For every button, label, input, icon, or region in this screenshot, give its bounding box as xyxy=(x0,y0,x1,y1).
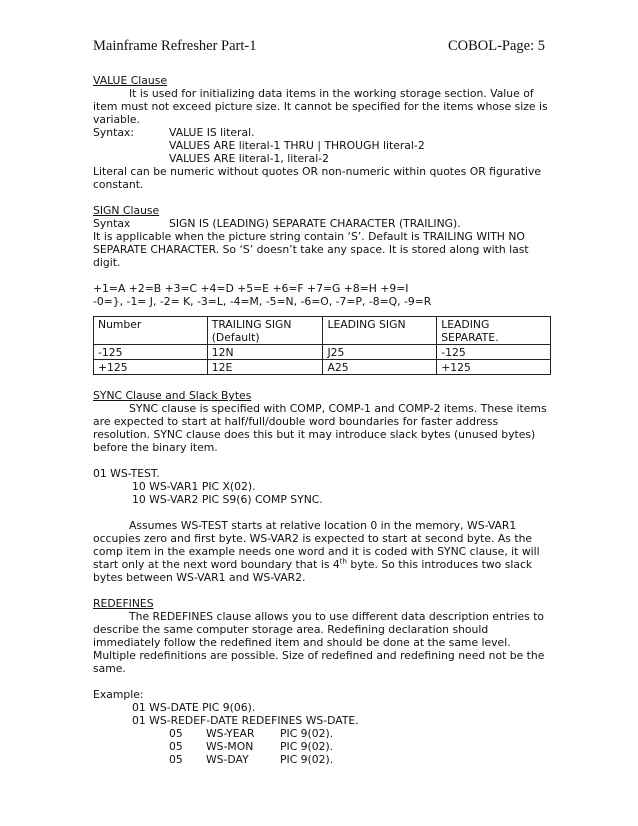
table-cell: +125 xyxy=(94,360,208,375)
value-syntax-text-1: VALUE IS literal. xyxy=(169,126,255,139)
sign-syntax-text: SIGN IS (LEADING) SEPARATE CHARACTER (TRAILING). xyxy=(169,217,461,230)
sync-code-line-2: 10 WS-VAR1 PIC X(02). xyxy=(132,480,256,493)
redefines-example-label: Example: xyxy=(93,688,144,701)
table-cell: -125 xyxy=(94,345,208,360)
field-pic: PIC 9(02). xyxy=(280,740,334,753)
table-cell: J25 xyxy=(323,345,437,360)
table-row xyxy=(94,345,551,360)
field-name: WS-MON xyxy=(206,740,254,753)
redefines-code-line-1: 01 WS-DATE PIC 9(06). xyxy=(132,701,256,714)
field-name: WS-YEAR xyxy=(206,727,255,740)
sign-syntax-line xyxy=(93,217,553,230)
redefines-description: The REDEFINES clause allows you to use different data description entries to describe the same computer storage area. Redefining declaration should immediately follow the redefined item and should be done at the same level. Multiple redefinitions are possible. Size of redefined and redefining need not be the same. xyxy=(93,610,545,675)
field-pic: PIC 9(02). xyxy=(280,753,334,766)
page-content xyxy=(93,74,553,766)
table-header-cell: TRAILING SIGN (Default) xyxy=(207,317,323,345)
field-level: 05 xyxy=(169,740,183,753)
table-header-cell: Number xyxy=(94,317,208,345)
sign-syntax-label: Syntax xyxy=(93,217,131,230)
value-syntax-text-3: VALUES ARE literal-1, literal-2 xyxy=(169,152,329,165)
table-cell: +125 xyxy=(437,360,551,375)
value-clause-description: It is used for initializing data items in the working storage section. Value of item must not exceed picture size. It cannot be specified for the items whose size is variable. xyxy=(93,87,548,126)
value-syntax-text-2: VALUES ARE literal-1 THRU | THROUGH literal-2 xyxy=(169,139,425,152)
sync-code-line-1: 01 WS-TEST. xyxy=(93,467,160,480)
sync-explanation-part-2: byte. So this introduces two slack bytes between WS-VAR1 and WS-VAR2. xyxy=(93,558,533,584)
table-header-row xyxy=(94,317,551,345)
table-cell: 12N xyxy=(207,345,323,360)
sync-code-line-3: 10 WS-VAR2 PIC S9(6) COMP SYNC. xyxy=(132,493,323,506)
sync-explanation-part-1: Assumes WS-TEST starts at relative location 0 in the memory, WS-VAR1 occupies zero and first byte. WS-VAR2 is expected to start at second byte. As the comp item in the example needs one word and it is coded with SYNC clause, it will start only at the next word boundary that is 4 xyxy=(93,519,540,571)
value-clause-literal-note: Literal can be numeric without quotes OR non-numeric within quotes OR figurative constant. xyxy=(93,165,541,191)
header-title: Mainframe Refresher Part-1 xyxy=(93,38,257,54)
sync-clause-heading: SYNC Clause and Slack Bytes xyxy=(93,389,252,402)
value-clause-heading: VALUE Clause xyxy=(93,74,167,87)
redefines-field-row xyxy=(93,753,553,766)
sync-clause-description: SYNC clause is specified with COMP, COMP-1 and COMP-2 items. These items are expected to start at half/full/double word boundaries for faster address resolution. SYNC clause does this but it may introduce slack bytes (unused bytes) before the binary item. xyxy=(93,402,547,454)
field-pic: PIC 9(02). xyxy=(280,727,334,740)
sign-clause-description: It is applicable when the picture string contain ‘S’. Default is TRAILING WITH NO SEPARATE CHARACTER. So ‘S’ doesn’t take any space. It is stored along with last digit. xyxy=(93,230,529,269)
sign-negative-mapping: -0=}, -1= J, -2= K, -3=L, -4=M, -5=N, -6=O, -7=P, -8=Q, -9=R xyxy=(93,295,432,308)
value-syntax-label: Syntax: xyxy=(93,126,134,139)
sign-clause-heading: SIGN Clause xyxy=(93,204,160,217)
table-row xyxy=(94,360,551,375)
sign-representation-table xyxy=(93,316,551,375)
field-level: 05 xyxy=(169,753,183,766)
value-syntax-line-1 xyxy=(93,126,553,139)
header-page-number: COBOL-Page: 5 xyxy=(447,38,545,54)
sign-positive-mapping: +1=A +2=B +3=C +4=D +5=E +6=F +7=G +8=H +9=I xyxy=(93,282,409,295)
redefines-code-line-2: 01 WS-REDEF-DATE REDEFINES WS-DATE. xyxy=(132,714,359,727)
ordinal-suffix: th xyxy=(339,557,347,566)
redefines-field-row xyxy=(93,740,553,753)
redefines-heading: REDEFINES xyxy=(93,597,154,610)
table-cell: 12E xyxy=(207,360,323,375)
redefines-field-row xyxy=(93,727,553,740)
page-header xyxy=(93,38,545,55)
table-cell: A25 xyxy=(323,360,437,375)
sync-clause-explanation xyxy=(93,519,553,584)
field-level: 05 xyxy=(169,727,183,740)
table-cell: -125 xyxy=(437,345,551,360)
table-header-cell: LEADING SIGN xyxy=(323,317,437,345)
field-name: WS-DAY xyxy=(206,753,249,766)
table-header-cell: LEADING SEPARATE. xyxy=(437,317,551,345)
